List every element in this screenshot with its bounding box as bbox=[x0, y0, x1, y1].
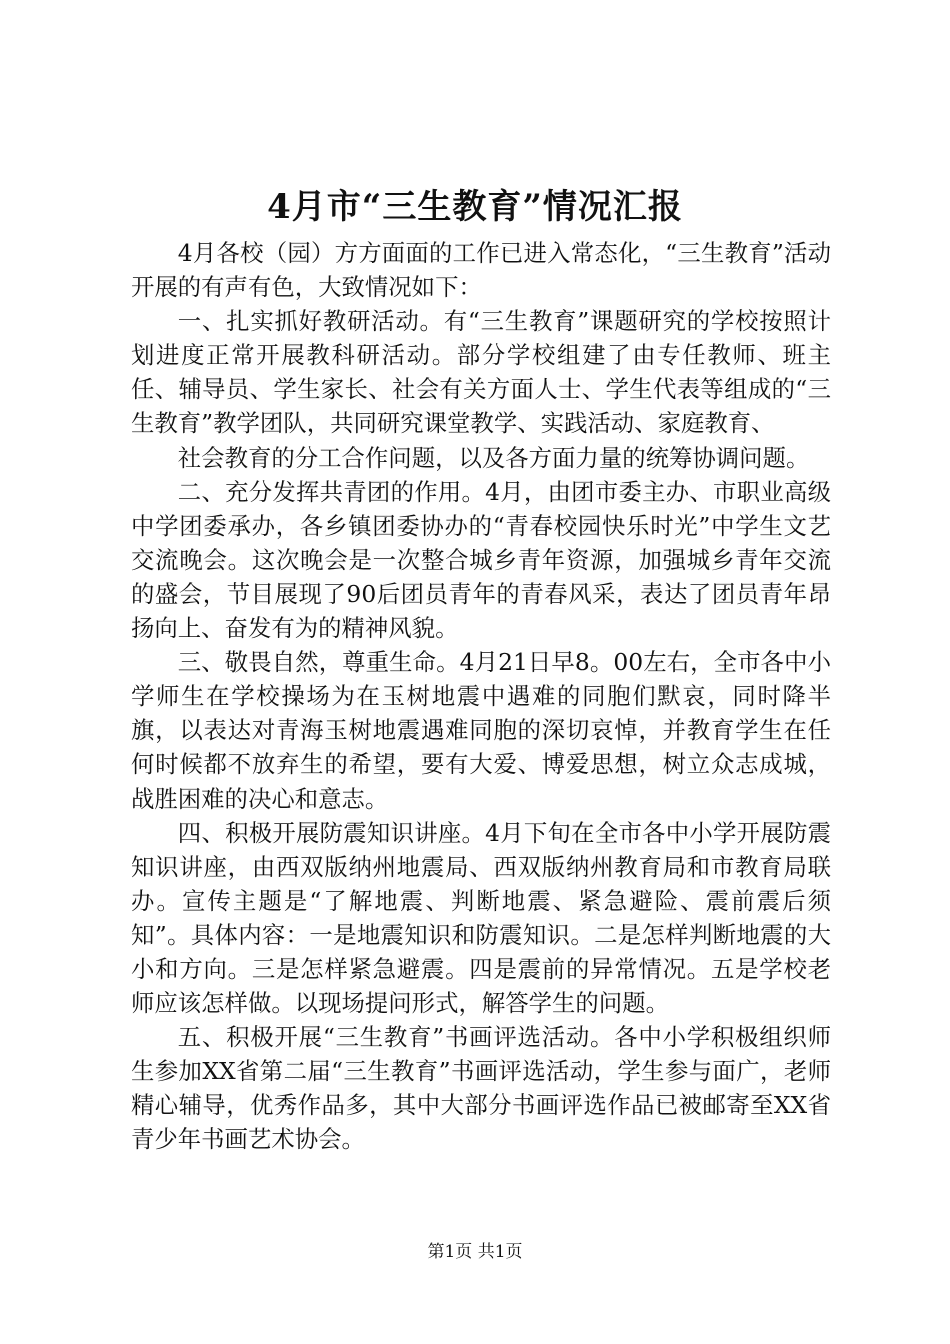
document-body bbox=[131, 236, 831, 1157]
page-footer: 第1页 共1页 bbox=[427, 1242, 523, 1262]
paragraph-section-4: 四、积极开展防震知识讲座。4月下旬在全市各中小学开展防震知识讲座，由西双版纳州地震局、西双版纳州教育局和市教育局联办。宣传主题是“了解地震、判断地震、紧急避险、震前震后须知”。具体内容：一是地震知识和防震知识。二是怎样判断地震的大小和方向。三是怎样紧急避震。四是震前的异常情况。五是学校老师应该怎样做。以现场提问形式，解答学生的问题。 bbox=[131, 818, 831, 1018]
paragraph-section-2: 二、充分发挥共青团的作用。4月，由团市委主办、市职业高级中学团委承办，各乡镇团委协办的“青春校园快乐时光”中学生文艺交流晚会。这次晚会是一次整合城乡青年资源，加强城乡青年交流的盛会，节目展现了90后团员青年的青春风采，表达了团员青年昂扬向上、奋发有为的精神风貌。 bbox=[131, 477, 831, 643]
paragraph-section-1: 一、扎实抓好教研活动。有“三生教育”课题研究的学校按照计划进度正常开展教科研活动。部分学校组建了由专任教师、班主任、辅导员、学生家长、社会有关方面人士、学生代表等组成的“三生教育”教学团队，共同研究课堂教学、实践活动、家庭教育、 bbox=[131, 307, 831, 438]
document-title: 4月市“三生教育”情况汇报 bbox=[267, 187, 683, 227]
paragraph-intro: 4月各校（园）方方面面的工作已进入常态化，“三生教育”活动开展的有声有色，大致情况如下： bbox=[131, 239, 831, 302]
paragraph-section-1-continued: 社会教育的分工合作问题，以及各方面力量的统筹协调问题。 bbox=[177, 443, 810, 472]
paragraph-section-5: 五、积极开展“三生教育”书画评选活动。各中小学积极组织师生参加XX省第二届“三生教育”书画评选活动，学生参与面广，老师精心辅导，优秀作品多，其中大部分书画评选作品已被邮寄至XX省青少年书画艺术协会。 bbox=[131, 1023, 831, 1154]
paragraph-section-3: 三、敬畏自然，尊重生命。4月21日早8。00左右，全市各中小学师生在学校操场为在玉树地震中遇难的同胞们默哀，同时降半旗，以表达对青海玉树地震遇难同胞的深切哀悼，并教育学生在任何时候都不放弃生的希望，要有大爱、博爱思想，树立众志成城，战胜困难的决心和意志。 bbox=[131, 648, 831, 813]
